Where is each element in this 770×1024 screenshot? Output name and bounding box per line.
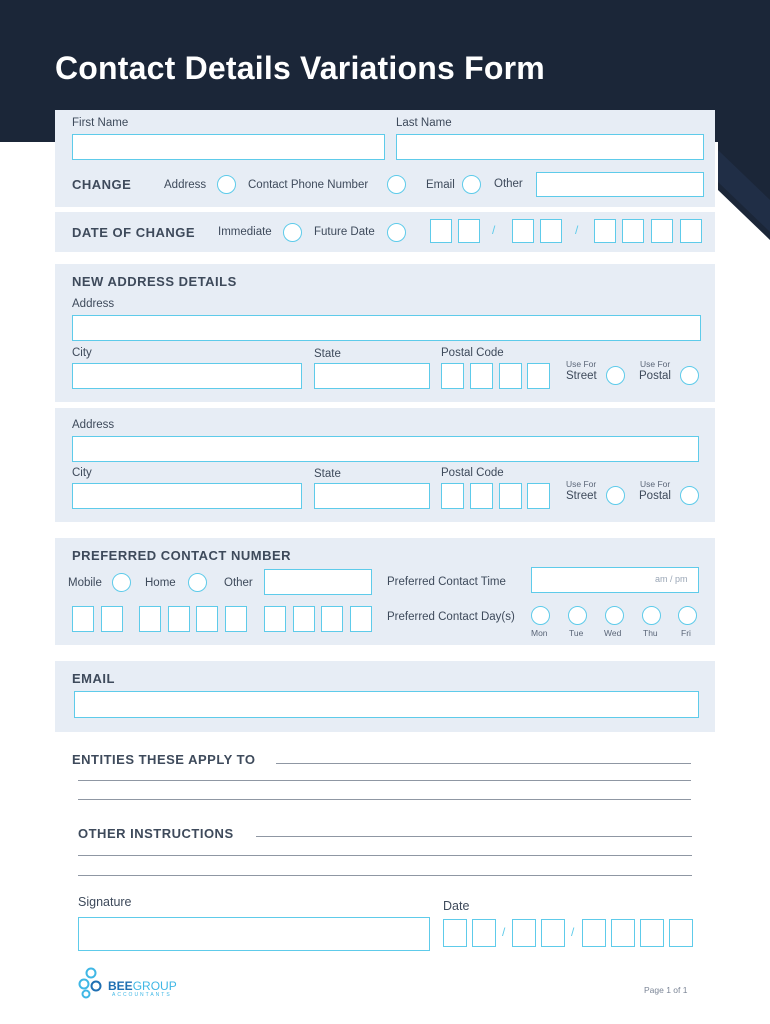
immediate-label: Immediate — [218, 226, 272, 238]
page-number: Page 1 of 1 — [644, 985, 688, 995]
use-for-label: Use For — [640, 479, 671, 489]
postal-code-digit[interactable] — [441, 363, 464, 389]
signature-date-digit[interactable] — [512, 919, 536, 947]
use-for-postal-radio-2[interactable] — [680, 486, 699, 505]
day-wed-checkbox[interactable] — [605, 606, 624, 625]
home-radio[interactable] — [188, 573, 207, 592]
day-tue-label: Tue — [569, 628, 584, 638]
phone-digit-box[interactable] — [72, 606, 94, 632]
postal-code-digit[interactable] — [470, 363, 493, 389]
change-option-label: Address — [164, 179, 207, 191]
new-address-heading: NEW ADDRESS DETAILS — [72, 274, 237, 289]
preferred-time-placeholder: am / pm — [655, 574, 688, 584]
use-for-street-radio-2[interactable] — [606, 486, 625, 505]
date-digit-box[interactable] — [680, 219, 702, 243]
state-input-2[interactable] — [314, 483, 430, 509]
entities-heading: ENTITIES THESE APPLY TO — [72, 752, 256, 767]
preferred-time-label: Preferred Contact Time — [387, 576, 506, 588]
logo-group-text: GROUP — [132, 979, 177, 993]
change-phone-radio[interactable] — [387, 175, 406, 194]
page-title: Contact Details Variations Form — [55, 50, 545, 86]
signature-date-digit[interactable] — [582, 919, 606, 947]
last-name-input[interactable] — [396, 134, 704, 160]
first-name-label: First Name — [72, 117, 129, 129]
instructions-line[interactable] — [78, 855, 692, 856]
first-name-input[interactable] — [72, 134, 385, 160]
signature-date-digit[interactable] — [472, 919, 496, 947]
date-digit-box[interactable] — [622, 219, 644, 243]
day-mon-label: Mon — [531, 628, 548, 638]
day-fri-checkbox[interactable] — [678, 606, 697, 625]
entities-line[interactable] — [78, 780, 691, 781]
date-digit-box[interactable] — [430, 219, 452, 243]
state-input[interactable] — [314, 363, 430, 389]
phone-digit-box[interactable] — [139, 606, 161, 632]
future-date-radio[interactable] — [387, 223, 406, 242]
entities-line[interactable] — [78, 799, 691, 800]
postal-label: Postal — [639, 490, 671, 502]
future-date-label: Future Date — [314, 226, 375, 238]
hexagon-logo-icon — [76, 967, 106, 999]
change-address-radio[interactable] — [217, 175, 236, 194]
state-label: State — [314, 348, 341, 360]
mobile-radio[interactable] — [112, 573, 131, 592]
instructions-heading: OTHER INSTRUCTIONS — [78, 826, 234, 841]
date-label: Date — [443, 899, 470, 913]
logo-bee-text: BEE — [108, 979, 133, 993]
use-for-label: Use For — [566, 479, 597, 489]
use-for-label: Use For — [566, 359, 597, 369]
city-label: City — [72, 347, 92, 359]
use-for-label: Use For — [640, 359, 671, 369]
change-option-label: Other — [494, 178, 523, 190]
postal-code-label: Postal Code — [441, 467, 504, 479]
logo-subtext: ACCOUNTANTS — [112, 992, 172, 998]
date-digit-box[interactable] — [594, 219, 616, 243]
date-digit-box[interactable] — [540, 219, 562, 243]
signature-date-digit[interactable] — [611, 919, 635, 947]
last-name-label: Last Name — [396, 117, 452, 129]
date-digit-box[interactable] — [512, 219, 534, 243]
other-label: Other — [224, 577, 253, 589]
entities-line[interactable] — [276, 763, 691, 764]
date-digit-box[interactable] — [458, 219, 480, 243]
address-label: Address — [72, 419, 115, 431]
change-option-label: Contact Phone Number — [248, 179, 369, 191]
postal-code-label: Postal Code — [441, 347, 504, 359]
mobile-label: Mobile — [68, 577, 102, 589]
postal-code-digit[interactable] — [527, 483, 550, 509]
day-thu-checkbox[interactable] — [642, 606, 661, 625]
signature-date-separator: / — [571, 925, 575, 939]
use-for-street-radio[interactable] — [606, 366, 625, 385]
street-label: Street — [566, 490, 597, 502]
day-mon-checkbox[interactable] — [531, 606, 550, 625]
phone-digit-box[interactable] — [168, 606, 190, 632]
address-input[interactable] — [72, 315, 701, 341]
phone-digit-box[interactable] — [101, 606, 123, 632]
day-fri-label: Fri — [681, 628, 691, 638]
signature-box[interactable] — [78, 917, 430, 951]
phone-digit-box[interactable] — [321, 606, 343, 632]
day-thu-label: Thu — [643, 628, 658, 638]
logo-wordmark — [108, 979, 177, 993]
signature-date-digit[interactable] — [541, 919, 565, 947]
signature-label: Signature — [78, 895, 132, 909]
phone-digit-box[interactable] — [293, 606, 315, 632]
home-label: Home — [145, 577, 176, 589]
date-of-change-heading: DATE OF CHANGE — [72, 225, 196, 240]
phone-digit-box[interactable] — [196, 606, 218, 632]
email-heading: EMAIL — [72, 671, 115, 686]
postal-code-digit[interactable] — [527, 363, 550, 389]
change-heading: CHANGE — [72, 177, 132, 192]
instructions-line[interactable] — [256, 836, 692, 837]
phone-digit-box[interactable] — [225, 606, 247, 632]
city-input[interactable] — [72, 363, 302, 389]
signature-date-digit[interactable] — [443, 919, 467, 947]
postal-code-digit[interactable] — [499, 363, 522, 389]
signature-date-separator: / — [502, 925, 506, 939]
phone-digit-box[interactable] — [264, 606, 286, 632]
immediate-radio[interactable] — [283, 223, 302, 242]
use-for-postal-radio[interactable] — [680, 366, 699, 385]
contact-number-heading: PREFERRED CONTACT NUMBER — [72, 548, 292, 563]
address-input-2[interactable] — [72, 436, 699, 462]
date-separator: / — [492, 223, 496, 237]
instructions-line[interactable] — [78, 875, 692, 876]
state-label: State — [314, 468, 341, 480]
email-input[interactable] — [74, 691, 699, 718]
other-number-type-input[interactable] — [264, 569, 372, 595]
change-other-input[interactable] — [536, 172, 704, 197]
preferred-days-label: Preferred Contact Day(s) — [387, 611, 515, 623]
postal-code-digit[interactable] — [470, 483, 493, 509]
signature-date-digit[interactable] — [640, 919, 664, 947]
city-input-2[interactable] — [72, 483, 302, 509]
date-digit-box[interactable] — [651, 219, 673, 243]
date-separator: / — [575, 223, 579, 237]
postal-code-digit[interactable] — [441, 483, 464, 509]
signature-date-digit[interactable] — [669, 919, 693, 947]
change-email-radio[interactable] — [462, 175, 481, 194]
postal-code-digit[interactable] — [499, 483, 522, 509]
phone-digit-box[interactable] — [350, 606, 372, 632]
street-label: Street — [566, 370, 597, 382]
address-label: Address — [72, 298, 115, 310]
postal-label: Postal — [639, 370, 671, 382]
day-wed-label: Wed — [604, 628, 622, 638]
day-tue-checkbox[interactable] — [568, 606, 587, 625]
change-option-label: Email — [426, 179, 455, 191]
city-label: City — [72, 467, 92, 479]
